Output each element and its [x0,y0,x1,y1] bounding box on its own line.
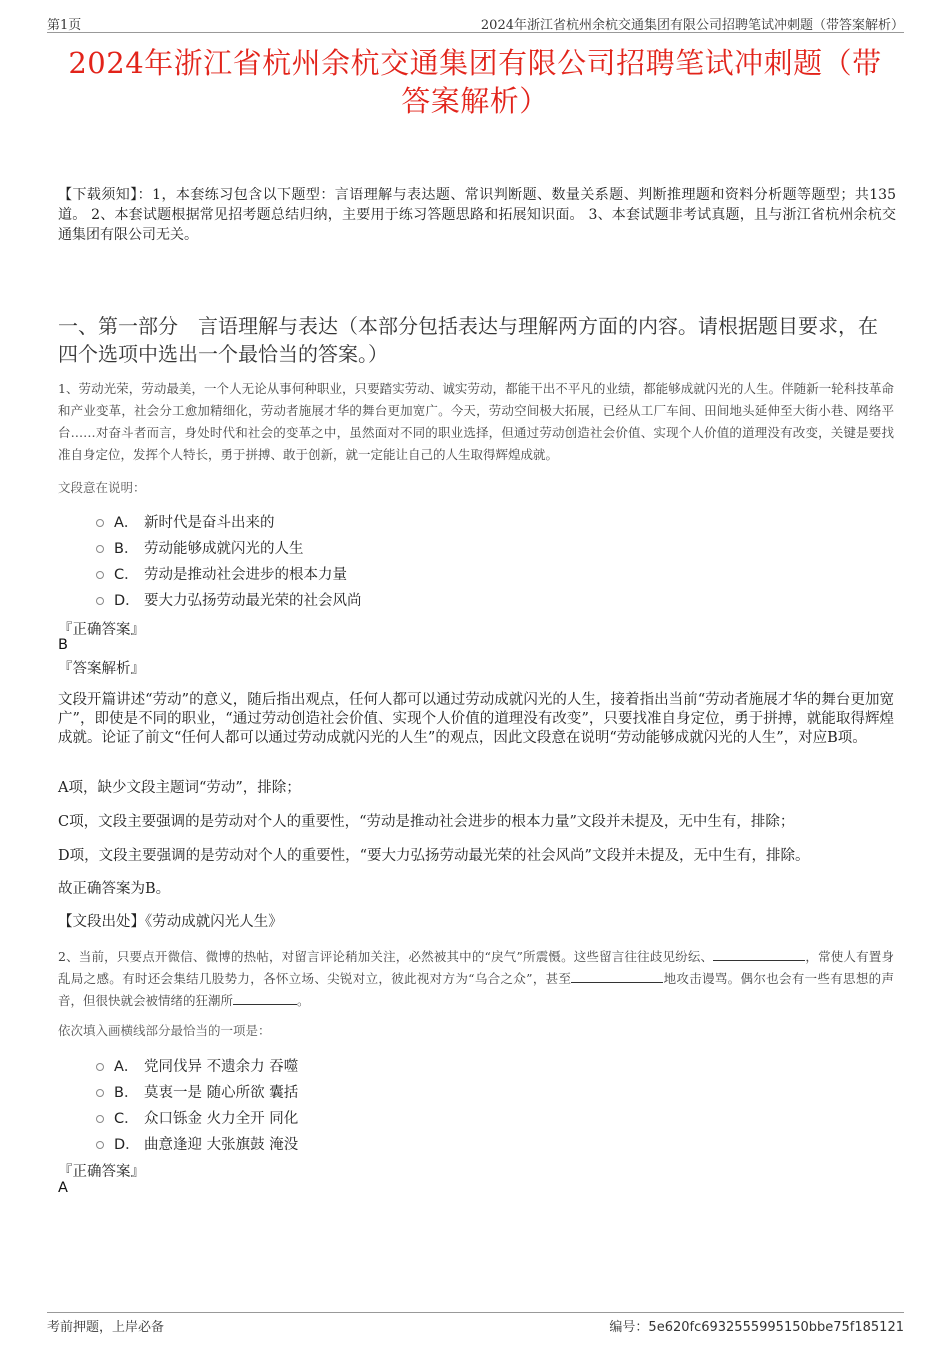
radio-icon[interactable] [96,1063,104,1071]
radio-icon[interactable] [96,571,104,579]
code-label: 编号： [609,1320,649,1335]
answer-label: 『正确答案』 [58,1164,145,1180]
option-letter: D． [114,592,140,609]
option-text: 众口铄金 火力全开 同化 [144,1110,299,1127]
exclude-option-c: C项，文段主要强调的是劳动对个人的重要性，“劳动是推动社会进步的根本力量”文段并未提及，无中生有，排除； [58,814,795,830]
option-text: 莫衷一是 随心所欲 囊括 [144,1084,299,1101]
fill-blank-2 [571,968,663,983]
option-a[interactable] [96,508,362,534]
exclude-option-a: A项，缺少文段主题词“劳动”，排除； [58,780,301,796]
radio-icon[interactable] [96,519,104,527]
radio-icon[interactable] [96,1115,104,1123]
option-a[interactable] [96,1052,298,1078]
option-d[interactable] [96,1130,298,1156]
option-text: 劳动能够成就闪光的人生 [144,540,304,557]
option-b[interactable] [96,1078,298,1104]
answer-label: 『正确答案』 [58,622,145,638]
footer-divider [47,1312,904,1313]
footer-slogan: 考前押题，上岸必备 [47,1320,165,1335]
page-number: 第1页 [47,18,82,33]
radio-icon[interactable] [96,1141,104,1149]
download-notice: 【下载须知】：1，本套练习包含以下题型：言语理解与表达题、常识判断题、数量关系题、判断推理题和资料分析题等题型；共135道。 2、本套试题根据常见招考题总结归纳，主要用于练习答题思路和拓展知识面。 3、本套试题非考试真题，且与浙江省杭州余杭交通集团有限公司无关。 [58,187,896,243]
header-doc-title: 2024年浙江省杭州余杭交通集团有限公司招聘笔试冲刺题（带答案解析） [480,18,904,33]
option-b[interactable] [96,534,362,560]
q2-text-part-4: 。 [297,993,310,1008]
option-text: 要大力弘扬劳动最光荣的社会风尚 [144,592,362,609]
code-value: 5e620fc6932555995150bbe75f185121 [648,1320,904,1335]
header-divider [47,32,904,33]
q2-text-part-2: ，常使人有置身乱局之感。有时还会集结几股势力，各怀立场、尖锐对立，彼此视对方为“乌合之众”，甚至 [58,949,894,986]
question-1-text: 1、劳动光荣，劳动最美，一个人无论从事何种职业，只要踏实劳动、诚实劳动，都能干出不平凡的业绩，都能够成就闪光的人生。伴随新一轮科技革命和产业变革，社会分工愈加精细化，劳动者施展才华的舞台更加宽广。今天，劳动空间极大拓展，已经从工厂车间、田间地头延伸至大街小巷、网络平台……对奋斗者而言，身处时代和社会的变革之中，虽然面对不同的职业选择，但通过劳动创造社会价值、实现个人价值的道理没有改变，关键是要找准自身定位，发挥个人特长，勇于拼搏、敢于创新，就一定能让自己的人生取得辉煌成就。 [58,381,894,462]
q2-text-part-3: 地攻击谩骂。偶尔也会有一些有思想的声音，但很快就会被情绪的狂潮所 [58,971,894,1008]
option-text: 劳动是推动社会进步的根本力量 [144,566,347,583]
analysis-text: 文段开篇讲述“劳动”的意义，随后指出观点，任何人都可以通过劳动成就闪光的人生，接着指出当前“劳动者施展才华的舞台更加宽广”，即使是不同的职业，“通过劳动创造社会价值、实现个人价值的道理没有改变”，只要找准自身定位，勇于拼搏，就能取得辉煌成就。论证了前文“任何人都可以通过劳动成就闪光的人生”的观点，因此文段意在说明“劳动能够成就闪光的人生”，对应B项。 [58,692,894,746]
analysis-label: 『答案解析』 [58,661,145,677]
option-text: 新时代是奋斗出来的 [144,514,275,531]
title-line-2: 答案解析） [401,84,549,118]
option-c[interactable] [96,1104,298,1130]
option-text: 党同伐异 不遗余力 吞噬 [144,1058,299,1075]
option-letter: B． [114,540,139,557]
section-heading: 一、第一部分 言语理解与表达（本部分包括表达与理解两方面的内容。请根据题目要求，在四个选项中选出一个最恰当的答案。） [58,314,878,366]
correct-answer: A [58,1180,68,1196]
option-letter: C． [114,566,139,583]
question-2-options [96,1052,298,1156]
question-1-options [96,508,362,612]
question-2-prompt: 依次填入画横线部分最恰当的一项是： [58,1023,271,1038]
document-code [609,1316,904,1335]
fill-blank-1 [713,946,805,961]
radio-icon[interactable] [96,597,104,605]
title-line-1: 2024年浙江省杭州余杭交通集团有限公司招聘笔试冲刺题（带 [68,46,882,80]
page-title [50,44,900,120]
question-2-text [58,946,894,1012]
option-d[interactable] [96,586,362,612]
option-c[interactable] [96,560,362,586]
question-1-prompt: 文段意在说明： [58,480,146,495]
conclusion: 故正确答案为B。 [58,881,171,897]
fill-blank-3 [233,990,297,1005]
option-letter: A． [114,514,139,531]
exclude-option-d: D项，文段主要强调的是劳动对个人的重要性，“要大力弘扬劳动最光荣的社会风尚”文段并未提及，无中生有，排除。 [58,848,810,864]
radio-icon[interactable] [96,1089,104,1097]
q2-text-part-1: 2、当前，只要点开微信、微博的热帖，对留言评论稍加关注，必然被其中的“戾气”所震慑。这些留言往往歧见纷纭、 [58,949,714,964]
passage-source: 【文段出处】《劳动成就闪光人生》 [58,914,283,930]
correct-answer: B [58,637,68,653]
option-letter: A． [114,1058,139,1075]
radio-icon[interactable] [96,545,104,553]
option-letter: B． [114,1084,139,1101]
option-text: 曲意逢迎 大张旗鼓 淹没 [144,1136,299,1153]
option-letter: D． [114,1136,140,1153]
option-letter: C． [114,1110,139,1127]
